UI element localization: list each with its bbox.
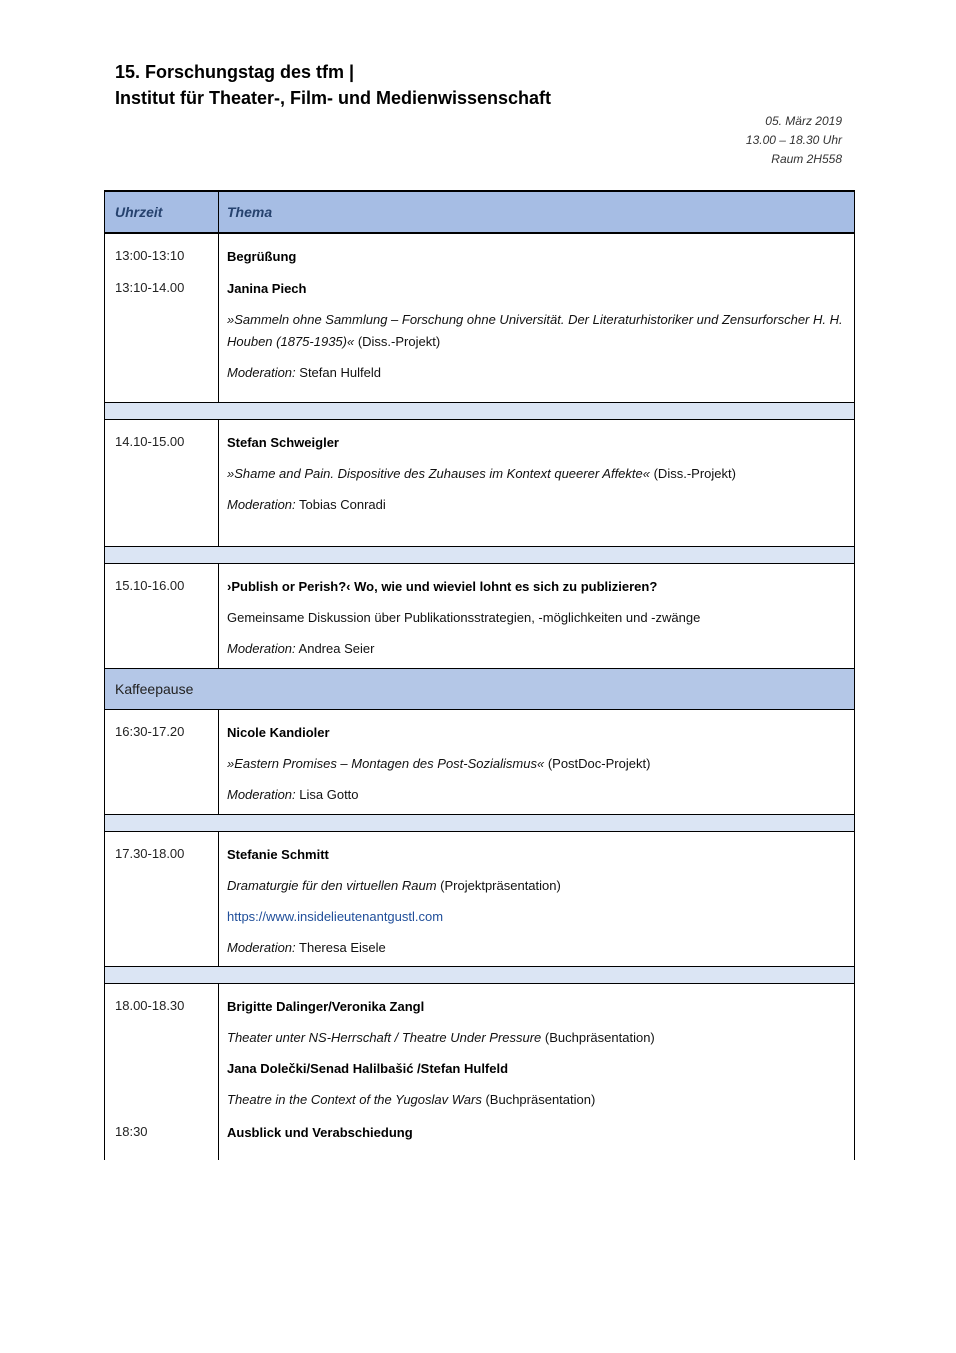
slot-work-type-2: (Buchpräsentation) bbox=[481, 1092, 596, 1107]
slot-work-type: (Diss.-Projekt) bbox=[649, 466, 736, 481]
event-time: 13.00 – 18.30 Uhr bbox=[745, 133, 842, 147]
table-row bbox=[104, 984, 855, 1120]
moderator-name: Andrea Seier bbox=[295, 641, 375, 656]
document-title-line-2: Institut für Theater-, Film- und Medienwissenschaft bbox=[115, 88, 552, 108]
event-room: Raum 2H558 bbox=[771, 152, 842, 166]
moderation-label: Moderation: bbox=[227, 497, 296, 512]
moderation-label: Moderation: bbox=[227, 641, 296, 656]
slot-title: Ausblick und Verabschiedung bbox=[227, 1125, 413, 1140]
table-row bbox=[104, 234, 855, 276]
table-row bbox=[104, 420, 855, 546]
row-separator bbox=[104, 814, 855, 832]
table-row bbox=[104, 710, 855, 814]
moderator-name: Theresa Eisele bbox=[295, 940, 386, 955]
moderator-name: Stefan Hulfeld bbox=[295, 365, 381, 380]
slot-speaker: Nicole Kandioler bbox=[227, 725, 330, 740]
row-separator bbox=[104, 546, 855, 564]
slot-time: 18.00-18.30 bbox=[115, 998, 185, 1013]
slot-work-title: »Sammeln ohne Sammlung – Forschung ohne Universität. Der Literaturhistoriker und Zensurforscher H. H. Houben (1875-1935)« bbox=[227, 312, 843, 349]
slot-work-title-2: Theatre in the Context of the Yugoslav Wars bbox=[227, 1092, 482, 1107]
event-date: 05. März 2019 bbox=[765, 114, 842, 128]
slot-work-type: (PostDoc-Projekt) bbox=[544, 756, 651, 771]
table-row bbox=[104, 1120, 855, 1160]
slot-title: ›Publish or Perish?‹ Wo, wie und wieviel lohnt es sich zu publizieren? bbox=[227, 579, 658, 594]
slot-speaker: Stefanie Schmitt bbox=[227, 847, 329, 862]
moderation-label: Moderation: bbox=[227, 940, 296, 955]
slot-work-title: »Shame and Pain. Dispositive des Zuhauses im Kontext queerer Affekte« bbox=[227, 466, 650, 481]
slot-work-title: Dramaturgie für den virtuellen Raum bbox=[227, 878, 437, 893]
slot-time: 17.30-18.00 bbox=[115, 846, 185, 861]
slot-title: Begrüßung bbox=[227, 249, 297, 264]
column-header-time: Uhrzeit bbox=[115, 204, 163, 220]
slot-speaker: Brigitte Dalinger/Veronika Zangl bbox=[227, 999, 425, 1014]
table-header-row bbox=[104, 190, 855, 234]
slot-work-title: »Eastern Promises – Montagen des Post-Sozialismus« bbox=[227, 756, 545, 771]
slot-work-type: (Diss.-Projekt) bbox=[354, 334, 441, 349]
slot-time: 15.10-16.00 bbox=[115, 578, 185, 593]
column-header-topic: Thema bbox=[218, 192, 854, 232]
table-row bbox=[104, 564, 855, 668]
table-row bbox=[104, 276, 855, 402]
row-separator bbox=[104, 966, 855, 984]
moderation-label: Moderation: bbox=[227, 365, 296, 380]
slot-description: Gemeinsame Diskussion über Publikationsstrategien, -möglichkeiten und -zwänge bbox=[227, 610, 701, 625]
slot-speaker-2: Jana Dolečki/Senad Halilbašić /Stefan Hulfeld bbox=[227, 1061, 509, 1076]
document-title-line-1: 15. Forschungstag des tfm | bbox=[115, 62, 355, 82]
slot-time: 13:00-13:10 bbox=[115, 248, 185, 263]
coffee-break-row: Kaffeepause bbox=[104, 668, 855, 710]
moderator-name: Lisa Gotto bbox=[295, 787, 359, 802]
slot-work-type: (Buchpräsentation) bbox=[541, 1030, 655, 1045]
slot-speaker: Stefan Schweigler bbox=[227, 435, 339, 450]
table-row bbox=[104, 832, 855, 966]
schedule-table bbox=[104, 190, 855, 1160]
moderation-label: Moderation: bbox=[227, 787, 296, 802]
moderator-name: Tobias Conradi bbox=[295, 497, 386, 512]
slot-time: 18:30 bbox=[115, 1124, 148, 1139]
slot-speaker: Janina Piech bbox=[227, 281, 307, 296]
slot-work-title: Theater unter NS-Herrschaft / Theatre Under Pressure bbox=[227, 1030, 542, 1045]
slot-time: 14.10-15.00 bbox=[115, 434, 185, 449]
project-link[interactable]: https://www.insidelieutenantgustl.com bbox=[227, 909, 444, 924]
slot-time: 13:10-14.00 bbox=[115, 280, 185, 295]
slot-work-type: (Projektpräsentation) bbox=[436, 878, 561, 893]
row-separator bbox=[104, 402, 855, 420]
slot-time: 16:30-17.20 bbox=[115, 724, 185, 739]
